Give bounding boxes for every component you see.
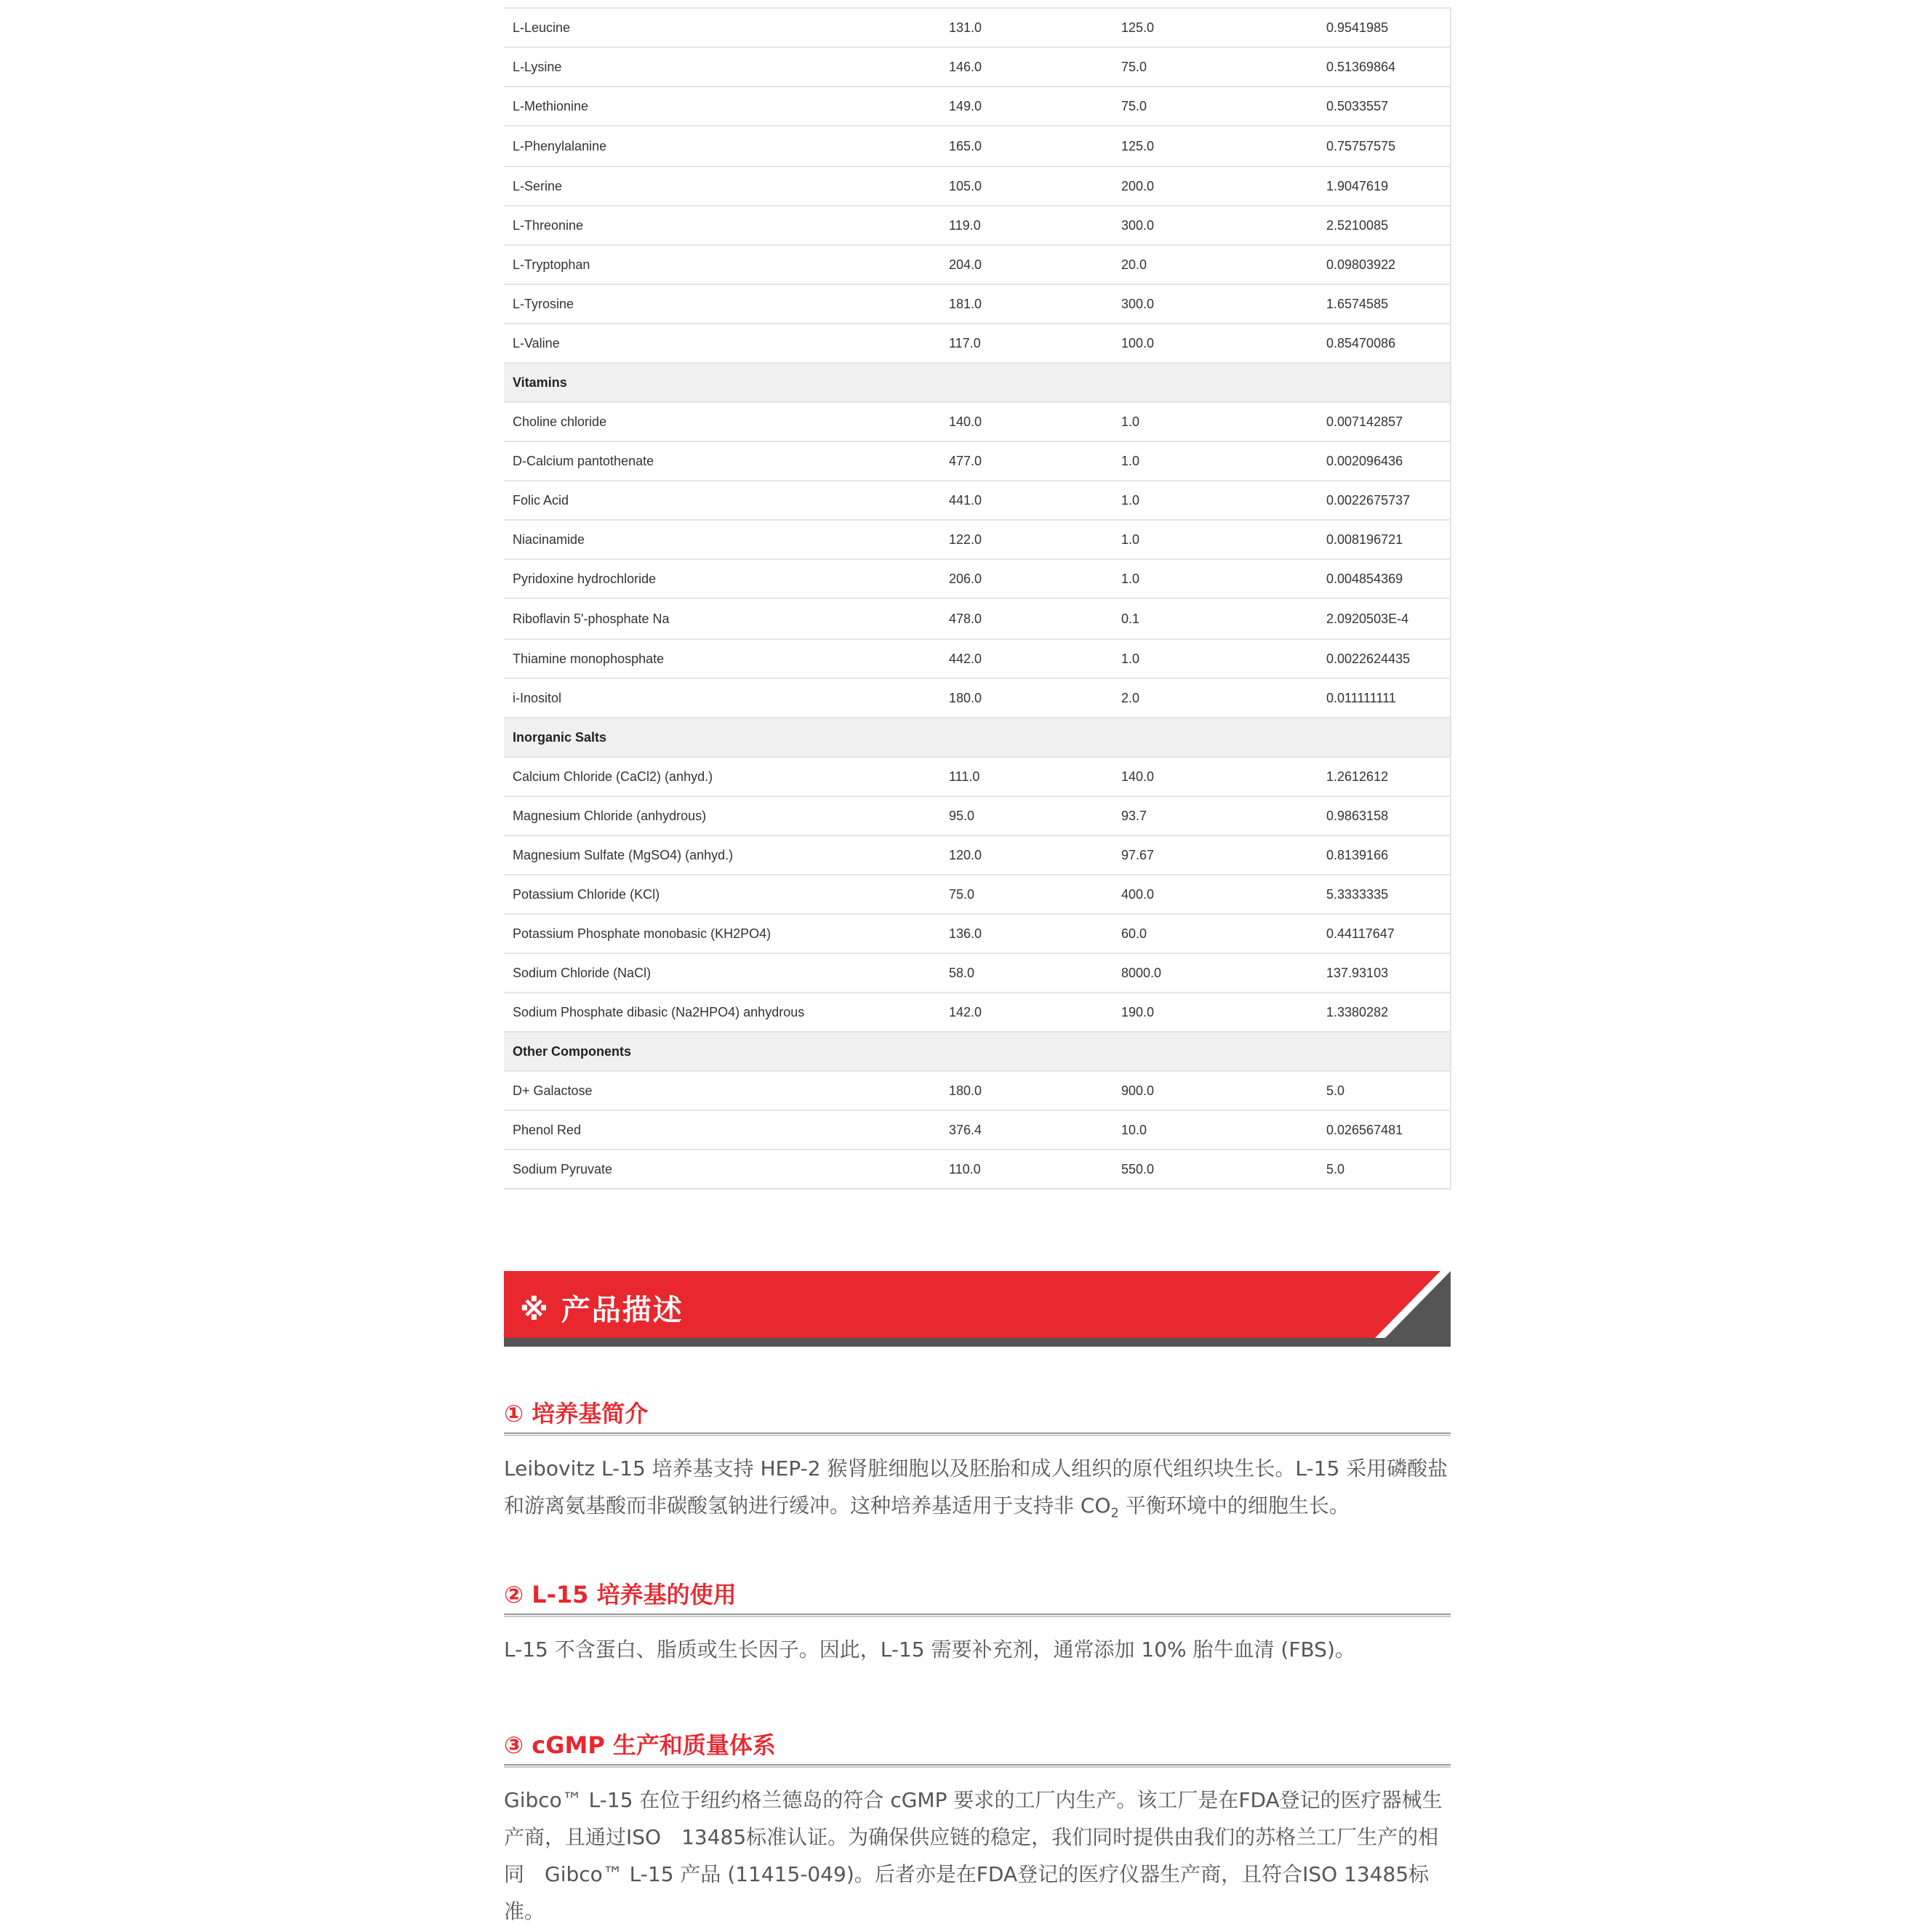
table-row: [504, 324, 1451, 363]
molarity: 0.8139166: [1318, 835, 1451, 875]
molarity: 5.3333335: [1318, 875, 1451, 914]
molecular-weight: 149.0: [940, 87, 1113, 126]
molarity: 0.0022624435: [1318, 639, 1451, 678]
concentration: 140.0: [1113, 757, 1318, 796]
molarity: 0.008196721: [1318, 520, 1451, 559]
table-row: [504, 284, 1451, 324]
component-name: Potassium Phosphate monobasic (KH2PO4): [504, 914, 940, 953]
molecular-weight: 181.0: [940, 284, 1113, 324]
table-row: [504, 47, 1451, 87]
concentration: 300.0: [1113, 284, 1318, 324]
concentration: 125.0: [1113, 8, 1318, 47]
molecular-weight: 110.0: [940, 1150, 1113, 1189]
section-cgmp-text: Gibco™ L-15 在位于纽约格兰德岛的符合 cGMP 要求的工厂内生产。该工厂是在FDA登记的医疗器械生产商，且通过ISO 13485标准认证。为确保供应链的稳定，我们同时提供由我们的苏格兰工厂生产的相同 Gibco™ L-15 产品 (11415-049)。后者亦是在FDA登记的医疗仪器生产商，且符合ISO 13485标准。: [504, 1788, 1443, 1923]
table-row: [504, 875, 1451, 914]
concentration: 20.0: [1113, 245, 1318, 284]
concentration: 75.0: [1113, 87, 1318, 126]
molecular-weight: 75.0: [940, 875, 1113, 914]
molarity: 1.6574585: [1318, 284, 1451, 324]
component-name: Niacinamide: [504, 520, 940, 559]
table-row: [504, 1150, 1451, 1189]
molarity: 5.0: [1318, 1150, 1451, 1189]
table-section-row: [504, 363, 1451, 402]
component-name: Sodium Pyruvate: [504, 1150, 940, 1189]
concentration: 93.7: [1113, 796, 1318, 835]
molecular-weight: 206.0: [940, 559, 1113, 598]
molarity: 0.002096436: [1318, 441, 1451, 481]
concentration: 60.0: [1113, 914, 1318, 953]
table-row: [504, 678, 1451, 718]
component-name: D+ Galactose: [504, 1071, 940, 1110]
molecular-weight: 376.4: [940, 1110, 1113, 1150]
component-name: Sodium Chloride (NaCl): [504, 953, 940, 993]
concentration: 75.0: [1113, 47, 1318, 87]
molarity: 0.51369864: [1318, 47, 1451, 87]
molecular-weight: 140.0: [940, 402, 1113, 441]
component-name: Thiamine monophosphate: [504, 639, 940, 678]
concentration: 10.0: [1113, 1110, 1318, 1150]
molecular-weight: 478.0: [940, 598, 1113, 639]
concentration: 1.0: [1113, 559, 1318, 598]
component-name: Potassium Chloride (KCl): [504, 875, 940, 914]
component-name: Sodium Phosphate dibasic (Na2HPO4) anhydrous: [504, 993, 940, 1032]
section-usage-title: ② L-15 培养基的使用: [504, 1581, 737, 1608]
table-row: [504, 1110, 1451, 1150]
section-intro-text: Leibovitz L-15 培养基支持 HEP-2 猴肾脏细胞以及胚胎和成人组织的原代组织块生长。L-15 采用磷酸盐和游离氨基酸而非碳酸氢钠进行缓冲。这种培养基适用于支持非 $CO_2$ 平衡环境中的细胞生长。: [504, 1456, 1448, 1521]
molecular-weight: 105.0: [940, 167, 1113, 206]
table-row: [504, 481, 1451, 520]
molecular-weight: 142.0: [940, 993, 1113, 1032]
product-description-banner: [504, 1271, 1451, 1350]
table-row: [504, 126, 1451, 167]
concentration: 300.0: [1113, 206, 1318, 245]
molecular-weight: 136.0: [940, 914, 1113, 953]
molecular-weight: 180.0: [940, 1071, 1113, 1110]
table-row: [504, 953, 1451, 993]
concentration: 550.0: [1113, 1150, 1318, 1189]
component-name: Pyridoxine hydrochloride: [504, 559, 940, 598]
molarity: 1.9047619: [1318, 167, 1451, 206]
molarity: 2.0920503E-4: [1318, 598, 1451, 639]
section-cgmp-rule: [504, 1764, 1451, 1768]
table-section-row: [504, 718, 1451, 757]
concentration: 97.67: [1113, 835, 1318, 875]
molecular-weight: 165.0: [940, 126, 1113, 167]
table-row: [504, 796, 1451, 835]
table-row: [504, 87, 1451, 126]
molecular-weight: 477.0: [940, 441, 1113, 481]
table-row: [504, 993, 1451, 1032]
molarity: 0.026567481: [1318, 1110, 1451, 1150]
table-row: [504, 520, 1451, 559]
section-intro-rule: [504, 1432, 1451, 1436]
component-name: D-Calcium pantothenate: [504, 441, 940, 481]
section-heading: Inorganic Salts: [504, 718, 1451, 757]
molarity: 0.007142857: [1318, 402, 1451, 441]
component-name: L-Phenylalanine: [504, 126, 940, 167]
molarity: 0.0022675737: [1318, 481, 1451, 520]
concentration: 2.0: [1113, 678, 1318, 718]
concentration: 900.0: [1113, 1071, 1318, 1110]
table-row: [504, 167, 1451, 206]
formulation-table: [504, 7, 1451, 1190]
section-usage-text: L-15 不含蛋白、脂质或生长因子。因此，L-15 需要补充剂，通常添加 10% 胎牛血清 (FBS)。: [504, 1638, 1355, 1662]
concentration: 1.0: [1113, 402, 1318, 441]
component-name: Choline chloride: [504, 402, 940, 441]
component-name: Magnesium Sulfate (MgSO4) (anhyd.): [504, 835, 940, 875]
molecular-weight: 58.0: [940, 953, 1113, 993]
molarity: 0.44117647: [1318, 914, 1451, 953]
molecular-weight: 111.0: [940, 757, 1113, 796]
molecular-weight: 146.0: [940, 47, 1113, 87]
molarity: 0.85470086: [1318, 324, 1451, 363]
molarity: 0.9863158: [1318, 796, 1451, 835]
molarity: 0.011111111: [1318, 678, 1451, 718]
concentration: 1.0: [1113, 639, 1318, 678]
molarity: 5.0: [1318, 1071, 1451, 1110]
molarity: 1.3380282: [1318, 993, 1451, 1032]
concentration: 1.0: [1113, 481, 1318, 520]
component-name: i-Inositol: [504, 678, 940, 718]
table-row: [504, 639, 1451, 678]
table-row: [504, 441, 1451, 481]
molecular-weight: 117.0: [940, 324, 1113, 363]
concentration: 8000.0: [1113, 953, 1318, 993]
molarity: 137.93103: [1318, 953, 1451, 993]
concentration: 1.0: [1113, 441, 1318, 481]
table-row: [504, 835, 1451, 875]
molarity: 0.5033557: [1318, 87, 1451, 126]
table-row: [504, 245, 1451, 284]
concentration: 125.0: [1113, 126, 1318, 167]
table-row: [504, 559, 1451, 598]
table-section-row: [504, 1032, 1451, 1071]
table-row: [504, 206, 1451, 245]
component-name: L-Methionine: [504, 87, 940, 126]
section-heading: Other Components: [504, 1032, 1451, 1071]
molarity: 0.004854369: [1318, 559, 1451, 598]
molarity: 2.5210085: [1318, 206, 1451, 245]
component-name: Folic Acid: [504, 481, 940, 520]
concentration: 200.0: [1113, 167, 1318, 206]
table-row: [504, 8, 1451, 47]
concentration: 1.0: [1113, 520, 1318, 559]
component-name: Riboflavin 5'-phosphate Na: [504, 598, 940, 639]
section-usage-rule: [504, 1614, 1451, 1617]
component-name: Magnesium Chloride (anhydrous): [504, 796, 940, 835]
concentration: 190.0: [1113, 993, 1318, 1032]
section-intro-title: ① 培养基简介: [504, 1400, 649, 1427]
molecular-weight: 180.0: [940, 678, 1113, 718]
component-name: Calcium Chloride (CaCl2) (anhyd.): [504, 757, 940, 796]
component-name: L-Tyrosine: [504, 284, 940, 324]
component-name: L-Serine: [504, 167, 940, 206]
molecular-weight: 441.0: [940, 481, 1113, 520]
component-name: L-Leucine: [504, 8, 940, 47]
table-row: [504, 402, 1451, 441]
molarity: 1.2612612: [1318, 757, 1451, 796]
molarity: 0.9541985: [1318, 8, 1451, 47]
molecular-weight: 122.0: [940, 520, 1113, 559]
component-name: L-Threonine: [504, 206, 940, 245]
molecular-weight: 95.0: [940, 796, 1113, 835]
table-row: [504, 914, 1451, 953]
table-row: [504, 1071, 1451, 1110]
section-cgmp-title: ③ cGMP 生产和质量体系: [504, 1731, 776, 1759]
banner-title: ※ 产品描述: [520, 1294, 684, 1327]
molecular-weight: 119.0: [940, 206, 1113, 245]
concentration: 100.0: [1113, 324, 1318, 363]
component-name: L-Lysine: [504, 47, 940, 87]
molecular-weight: 131.0: [940, 8, 1113, 47]
concentration: 400.0: [1113, 875, 1318, 914]
section-heading: Vitamins: [504, 363, 1451, 402]
molecular-weight: 120.0: [940, 835, 1113, 875]
table-row: [504, 598, 1451, 639]
molecular-weight: 442.0: [940, 639, 1113, 678]
molarity: 0.75757575: [1318, 126, 1451, 167]
table-row: [504, 757, 1451, 796]
molarity: 0.09803922: [1318, 245, 1451, 284]
component-name: Phenol Red: [504, 1110, 940, 1150]
component-name: L-Tryptophan: [504, 245, 940, 284]
concentration: 0.1: [1113, 598, 1318, 639]
component-name: L-Valine: [504, 324, 940, 363]
molecular-weight: 204.0: [940, 245, 1113, 284]
